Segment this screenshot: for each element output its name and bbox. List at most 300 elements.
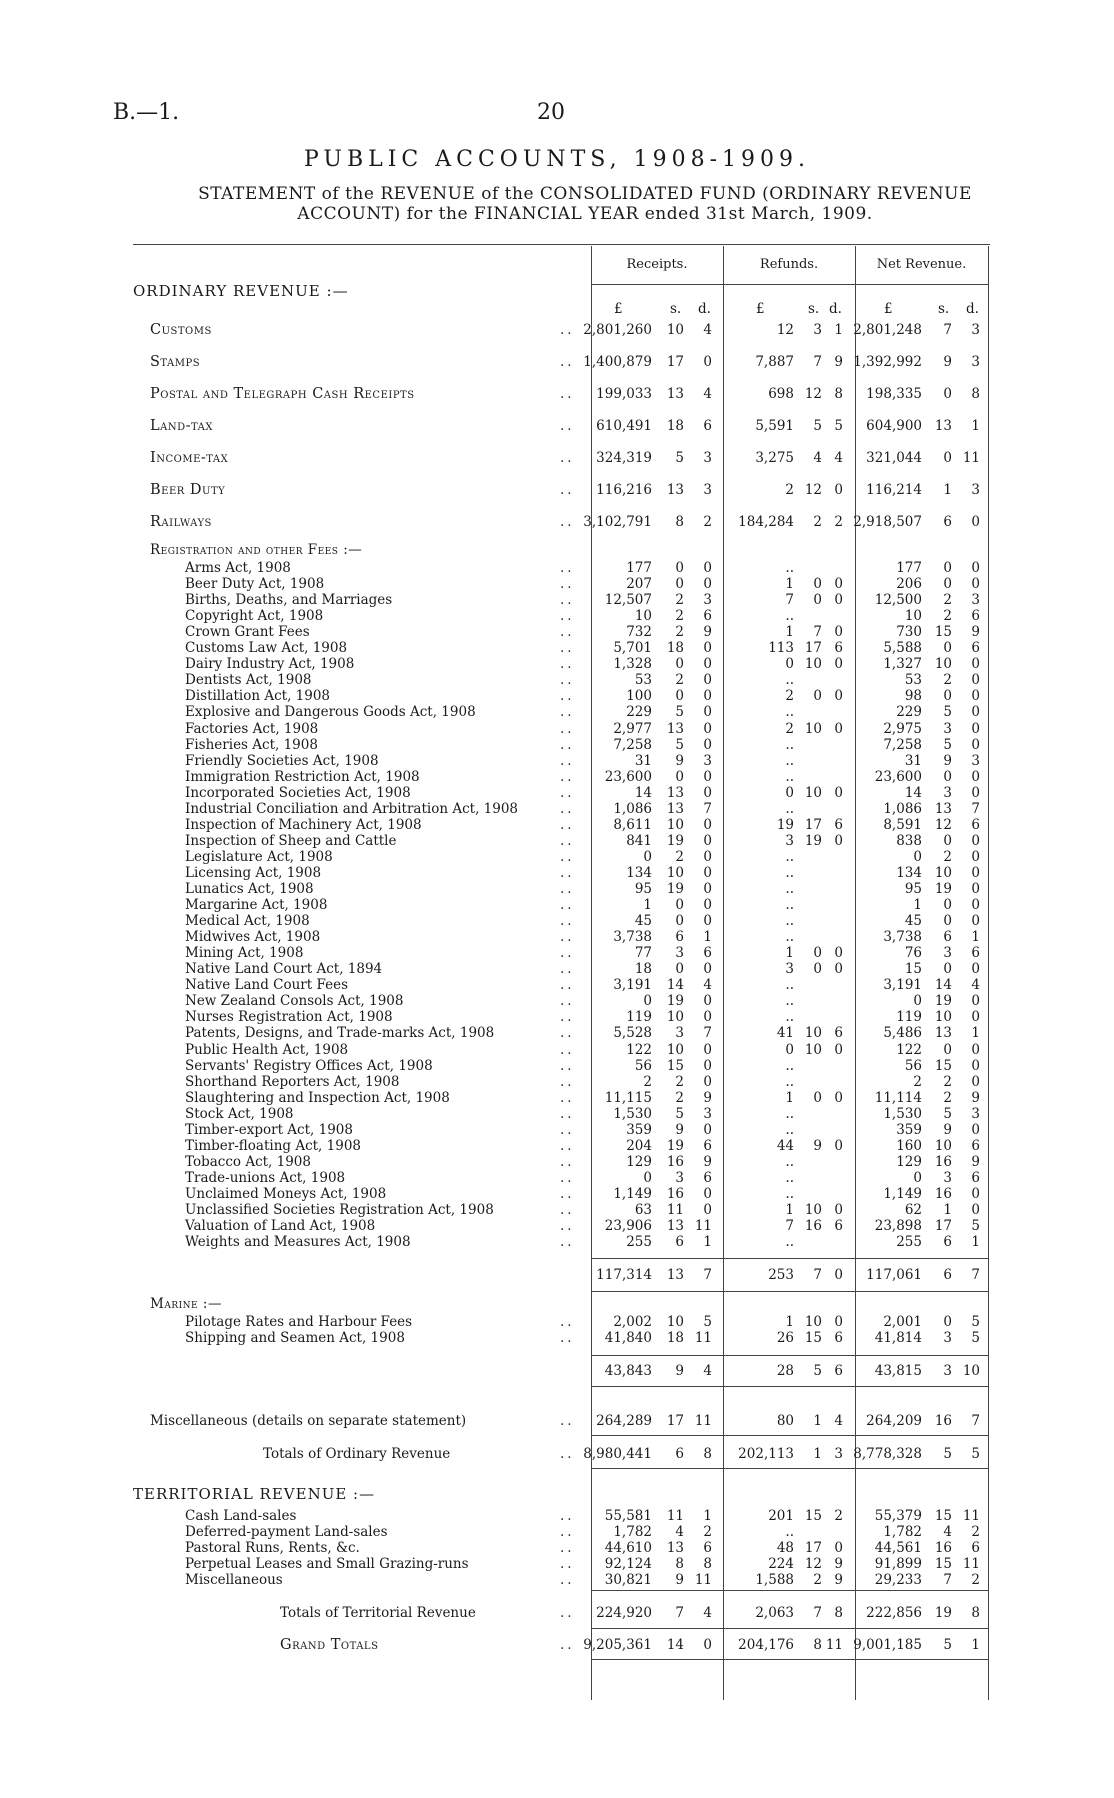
net-pounds: 160: [896, 1137, 922, 1154]
receipts-pounds: 18: [634, 961, 652, 978]
fee-row: [0, 801, 1114, 817]
refunds-shillings: 12: [804, 386, 822, 402]
fee-row: [0, 945, 1114, 961]
refunds-pence: 0: [834, 832, 843, 849]
fee-row: [0, 737, 1114, 753]
leader-dots: ..: [560, 1556, 575, 1572]
receipts-pence: 0: [703, 560, 712, 576]
net-shillings: 14: [934, 977, 952, 994]
row-label: Fisheries Act, 1908: [185, 736, 318, 753]
refunds-pence: 6: [834, 1025, 843, 1042]
refunds-shillings: 10: [804, 720, 822, 737]
net-pence: 9: [971, 624, 980, 641]
fee-row: [0, 785, 1114, 801]
fee-row: [0, 977, 1114, 993]
receipts-pounds: 732: [626, 624, 652, 641]
receipts-pence: 7: [703, 1267, 712, 1283]
net-pounds: 129: [896, 1153, 922, 1170]
refunds-pounds: 253: [768, 1267, 794, 1283]
refunds-shillings: 7: [813, 1605, 822, 1621]
fee-row: [0, 881, 1114, 897]
fee-row: [0, 1186, 1114, 1202]
net-pence: 0: [971, 1041, 980, 1058]
receipts-pence: 0: [703, 768, 712, 785]
receipts-pounds: 23,600: [604, 768, 652, 785]
net-pence: 0: [971, 736, 980, 753]
receipts-pounds: 324,319: [596, 450, 652, 466]
net-shillings: 9: [943, 752, 952, 769]
fees-heading: Registration and other Fees :—: [150, 542, 363, 558]
receipts-pounds: 7,258: [613, 736, 652, 753]
leader-dots: ..: [560, 624, 575, 641]
fee-row: [0, 1009, 1114, 1025]
main-revenue-row: [0, 354, 1114, 370]
row-label: Distillation Act, 1908: [185, 688, 331, 705]
net-pounds: 23,898: [874, 1218, 922, 1235]
fee-row: [0, 817, 1114, 833]
refunds-pence: 0: [834, 1267, 843, 1283]
row-label: Dentists Act, 1908: [185, 672, 312, 689]
receipts-pounds: 63: [634, 1202, 652, 1218]
refunds-pence: 0: [834, 688, 843, 705]
refunds-pounds: 202,113: [738, 1446, 794, 1462]
receipts-pounds: 2: [643, 1073, 652, 1090]
net-shillings: 0: [943, 832, 952, 849]
net-pounds: 116,214: [866, 482, 922, 498]
refunds-pounds: 44: [776, 1137, 794, 1154]
receipts-shillings: 5: [675, 1105, 684, 1122]
leader-dots: ..: [560, 450, 575, 466]
refunds-pounds: 2: [785, 720, 794, 737]
currency-pence-refunds: d.: [829, 301, 842, 317]
refunds-pence: 8: [834, 1605, 843, 1621]
net-pence: 11: [962, 1556, 980, 1572]
leader-dots: ..: [560, 913, 575, 930]
refunds-pence: 8: [834, 386, 843, 402]
receipts-pounds: 77: [634, 945, 652, 962]
main-revenue-row: [0, 418, 1114, 434]
receipts-pence: 1: [703, 1234, 712, 1251]
receipts-shillings: 14: [666, 977, 684, 994]
net-pounds: 91,899: [874, 1556, 922, 1572]
row-label: Lunatics Act, 1908: [185, 881, 314, 897]
receipts-pounds: 9,205,361: [583, 1637, 652, 1653]
receipts-shillings: 0: [675, 656, 684, 673]
receipts-shillings: 2: [675, 592, 684, 609]
refunds-pence: 0: [834, 1089, 843, 1106]
receipts-pence: 11: [694, 1218, 712, 1235]
net-shillings: 9: [943, 354, 952, 370]
receipts-shillings: 17: [666, 1413, 684, 1429]
refunds-pounds: 0: [785, 784, 794, 801]
net-pounds: 222,856: [866, 1605, 922, 1621]
net-pounds: 122: [896, 1041, 922, 1058]
receipts-shillings: 6: [675, 1446, 684, 1462]
net-pence: 0: [971, 656, 980, 673]
net-shillings: 1: [943, 482, 952, 498]
net-pounds: 8,778,328: [853, 1446, 922, 1462]
receipts-pence: 7: [703, 800, 712, 817]
receipts-pounds: 95: [634, 881, 652, 897]
receipts-shillings: 19: [666, 832, 684, 849]
net-pence: 5: [971, 1218, 980, 1235]
refunds-pounds: 698: [768, 386, 794, 402]
row-label: Income-tax: [150, 450, 229, 466]
territorial-row: [0, 1572, 1114, 1588]
row-label: Explosive and Dangerous Goods Act, 1908: [185, 704, 476, 721]
net-pounds: 0: [913, 993, 922, 1010]
marine-total-row: [0, 1363, 1114, 1379]
leader-dots: ..: [560, 977, 575, 994]
receipts-pence: 2: [703, 1524, 712, 1540]
row-label: Unclassified Societies Registration Act, 1908: [185, 1202, 494, 1218]
receipts-shillings: 9: [675, 1572, 684, 1588]
receipts-pounds: 0: [643, 993, 652, 1010]
net-pence: 7: [971, 800, 980, 817]
receipts-shillings: 7: [675, 1605, 684, 1621]
net-pence: 0: [971, 961, 980, 978]
net-pence: 6: [971, 816, 980, 833]
net-shillings: 1: [943, 1202, 952, 1218]
refunds-pounds: ..: [785, 913, 794, 930]
refunds-shillings: 10: [804, 1314, 822, 1330]
leader-dots: ..: [560, 386, 575, 402]
net-pounds: 98: [904, 688, 922, 705]
receipts-shillings: 13: [666, 784, 684, 801]
fee-row: [0, 672, 1114, 688]
fee-row: [0, 929, 1114, 945]
leader-dots: ..: [560, 1089, 575, 1106]
refunds-shillings: 17: [804, 640, 822, 657]
miscellaneous-row: [0, 1413, 1114, 1429]
leader-dots: ..: [560, 688, 575, 705]
net-shillings: 2: [943, 1073, 952, 1090]
leader-dots: ..: [560, 897, 575, 914]
net-pounds: 31: [904, 752, 922, 769]
row-label: Timber-floating Act, 1908: [185, 1137, 361, 1154]
net-pounds: 2,001: [883, 1314, 922, 1330]
row-label: Stamps: [150, 354, 201, 370]
net-shillings: 16: [934, 1413, 952, 1429]
net-pence: 1: [971, 418, 980, 434]
net-pence: 2: [971, 1524, 980, 1540]
net-pounds: 14: [904, 784, 922, 801]
refunds-pounds: ..: [785, 736, 794, 753]
receipts-shillings: 0: [675, 913, 684, 930]
fee-row: [0, 961, 1114, 977]
refunds-pence: 11: [825, 1637, 843, 1653]
receipts-shillings: 11: [666, 1202, 684, 1218]
receipts-shillings: 18: [666, 640, 684, 657]
fee-row: [0, 640, 1114, 656]
row-label: Servants' Registry Offices Act, 1908: [185, 1057, 433, 1074]
net-shillings: 19: [934, 881, 952, 897]
refunds-pence: 0: [834, 945, 843, 962]
receipts-shillings: 10: [666, 1314, 684, 1330]
net-shillings: 17: [934, 1218, 952, 1235]
refunds-pounds: 1: [785, 624, 794, 641]
row-label: Shorthand Reporters Act, 1908: [185, 1073, 400, 1090]
fee-row: [0, 753, 1114, 769]
refunds-pence: 6: [834, 1330, 843, 1346]
row-label: Friendly Societies Act, 1908: [185, 752, 379, 769]
net-pence: 5: [971, 1330, 980, 1346]
receipts-shillings: 6: [675, 1234, 684, 1251]
row-label: Valuation of Land Act, 1908: [185, 1218, 376, 1235]
refunds-pounds: 41: [776, 1025, 794, 1042]
net-pence: 6: [971, 1540, 980, 1556]
row-label: Railways: [150, 514, 212, 530]
leader-dots: ..: [560, 1073, 575, 1090]
leader-dots: ..: [560, 1413, 575, 1429]
leader-dots: ..: [560, 322, 575, 338]
refunds-pence: 0: [834, 1540, 843, 1556]
refunds-pence: 6: [834, 1218, 843, 1235]
net-shillings: 6: [943, 514, 952, 530]
receipts-shillings: 19: [666, 1137, 684, 1154]
net-shillings: 15: [934, 1556, 952, 1572]
receipts-shillings: 0: [675, 768, 684, 785]
receipts-pence: 0: [703, 848, 712, 865]
receipts-shillings: 13: [666, 386, 684, 402]
row-label: Native Land Court Act, 1894: [185, 961, 383, 978]
net-shillings: 15: [934, 1057, 952, 1074]
receipts-pence: 9: [703, 624, 712, 641]
receipts-pence: 0: [703, 961, 712, 978]
receipts-pence: 4: [703, 1605, 712, 1621]
refunds-pounds: ..: [785, 977, 794, 994]
receipts-pounds: 3,102,791: [583, 514, 652, 530]
leader-dots: ..: [560, 1137, 575, 1154]
net-pounds: 206: [896, 576, 922, 593]
refunds-pounds: ..: [785, 1524, 794, 1540]
refunds-shillings: 10: [804, 1041, 822, 1058]
net-pence: 0: [971, 576, 980, 593]
leader-dots: ..: [560, 1025, 575, 1042]
fee-row: [0, 833, 1114, 849]
main-revenue-row: [0, 322, 1114, 338]
refunds-shillings: 0: [813, 1089, 822, 1106]
net-pence: 0: [971, 1009, 980, 1026]
net-pence: 3: [971, 592, 980, 609]
receipts-pence: 1: [703, 929, 712, 946]
leader-dots: ..: [560, 929, 575, 946]
refunds-pounds: ..: [785, 1234, 794, 1251]
leader-dots: ..: [560, 1605, 575, 1621]
statement-title-line-2: ACCOUNT) for the FINANCIAL YEAR ended 31st March, 1909.: [297, 204, 873, 224]
receipts-pence: 0: [703, 1041, 712, 1058]
net-pounds: 838: [896, 832, 922, 849]
net-pence: 0: [971, 768, 980, 785]
receipts-pounds: 2,801,260: [583, 322, 652, 338]
net-pence: 10: [962, 1363, 980, 1379]
leader-dots: ..: [560, 945, 575, 962]
row-label: Midwives Act, 1908: [185, 929, 321, 946]
net-shillings: 0: [943, 768, 952, 785]
statement-title-line-1: STATEMENT of the REVENUE of the CONSOLIDATED FUND (ORDINARY REVENUE: [198, 184, 972, 204]
leader-dots: ..: [560, 881, 575, 897]
row-label: Patents, Designs, and Trade-marks Act, 1908: [185, 1025, 495, 1042]
net-shillings: 5: [943, 1446, 952, 1462]
row-label: Grand Totals: [280, 1637, 379, 1653]
receipts-pounds: 177: [626, 560, 652, 576]
refunds-shillings: 15: [804, 1508, 822, 1524]
marine-subtotal-rule: [591, 1355, 988, 1356]
net-shillings: 6: [943, 1267, 952, 1283]
column-header-refunds: Refunds.: [759, 257, 819, 272]
net-pounds: 1,530: [883, 1105, 922, 1122]
receipts-shillings: 18: [666, 1330, 684, 1346]
net-pence: 9: [971, 1089, 980, 1106]
receipts-shillings: 17: [666, 354, 684, 370]
refunds-pence: 9: [834, 354, 843, 370]
receipts-shillings: 13: [666, 1267, 684, 1283]
fee-row: [0, 624, 1114, 640]
receipts-pounds: 224,920: [596, 1605, 652, 1621]
refunds-pounds: 0: [785, 656, 794, 673]
receipts-pence: 6: [703, 1169, 712, 1186]
receipts-shillings: 18: [666, 418, 684, 434]
receipts-pounds: 134: [626, 864, 652, 881]
ordinary-totals-row: [0, 1446, 1114, 1462]
row-label: Postal and Telegraph Cash Receipts: [150, 386, 415, 402]
net-pounds: 359: [896, 1121, 922, 1138]
leader-dots: ..: [560, 768, 575, 785]
receipts-shillings: 10: [666, 322, 684, 338]
refunds-shillings: 1: [813, 1446, 822, 1462]
row-label: Inspection of Machinery Act, 1908: [185, 816, 422, 833]
net-shillings: 15: [934, 624, 952, 641]
net-pence: 7: [971, 1267, 980, 1283]
leader-dots: ..: [560, 1153, 575, 1170]
leader-dots: ..: [560, 961, 575, 978]
net-pounds: 1: [913, 897, 922, 914]
leader-dots: ..: [560, 1524, 575, 1540]
net-shillings: 10: [934, 656, 952, 673]
leader-dots: ..: [560, 1540, 575, 1556]
fee-row: [0, 592, 1114, 608]
net-pounds: 8,591: [883, 816, 922, 833]
leader-dots: ..: [560, 993, 575, 1010]
refunds-pence: 0: [834, 961, 843, 978]
receipts-pounds: 2,002: [613, 1314, 652, 1330]
net-shillings: 3: [943, 945, 952, 962]
receipts-shillings: 5: [675, 736, 684, 753]
receipts-pence: 3: [703, 482, 712, 498]
net-shillings: 16: [934, 1185, 952, 1202]
currency-pence-net: d.: [966, 301, 979, 317]
net-shillings: 13: [934, 418, 952, 434]
refunds-pounds: ..: [785, 768, 794, 785]
receipts-pence: 0: [703, 1057, 712, 1074]
receipts-pence: 4: [703, 977, 712, 994]
receipts-pence: 4: [703, 386, 712, 402]
net-pence: 4: [971, 977, 980, 994]
net-pence: 3: [971, 752, 980, 769]
receipts-pence: 11: [694, 1413, 712, 1429]
row-label: Beer Duty: [150, 482, 226, 498]
leader-dots: ..: [560, 1202, 575, 1218]
receipts-pence: 0: [703, 864, 712, 881]
refunds-pounds: ..: [785, 608, 794, 625]
refunds-pounds: 3: [785, 832, 794, 849]
receipts-pounds: 841: [626, 832, 652, 849]
receipts-shillings: 15: [666, 1057, 684, 1074]
refunds-shillings: 7: [813, 1267, 822, 1283]
territorial-totals-row: [0, 1605, 1114, 1621]
leader-dots: ..: [560, 736, 575, 753]
row-label: Beer Duty Act, 1908: [185, 576, 325, 593]
net-shillings: 2: [943, 592, 952, 609]
net-pounds: 2,975: [883, 720, 922, 737]
row-label: Weights and Measures Act, 1908: [185, 1234, 411, 1251]
refunds-pounds: 113: [768, 640, 794, 657]
refunds-shillings: 2: [813, 514, 822, 530]
leader-dots: ..: [560, 1234, 575, 1251]
receipts-pounds: 207: [626, 576, 652, 593]
refunds-shillings: 17: [804, 1540, 822, 1556]
refunds-shillings: 12: [804, 1556, 822, 1572]
net-shillings: 0: [943, 897, 952, 914]
net-pence: 5: [971, 1314, 980, 1330]
net-shillings: 3: [943, 1363, 952, 1379]
net-pence: 0: [971, 688, 980, 705]
net-pounds: 7,258: [883, 736, 922, 753]
net-pence: 0: [971, 720, 980, 737]
grand-totals-row: [0, 1637, 1114, 1653]
refunds-shillings: 5: [813, 1363, 822, 1379]
refunds-shillings: 2: [813, 1572, 822, 1588]
refunds-pence: 0: [834, 482, 843, 498]
net-pounds: 45: [904, 913, 922, 930]
refunds-shillings: 8: [813, 1637, 822, 1653]
refunds-pounds: 26: [776, 1330, 794, 1346]
refunds-pounds: ..: [785, 1105, 794, 1122]
receipts-pounds: 117,314: [596, 1267, 652, 1283]
receipts-shillings: 10: [666, 816, 684, 833]
receipts-pounds: 12,507: [604, 592, 652, 609]
net-pounds: 41,814: [874, 1330, 922, 1346]
net-pounds: 5,486: [883, 1025, 922, 1042]
main-revenue-row: [0, 386, 1114, 402]
territorial-row: [0, 1508, 1114, 1524]
refunds-pounds: ..: [785, 1185, 794, 1202]
leader-dots: ..: [560, 720, 575, 737]
net-pounds: 2: [913, 1073, 922, 1090]
row-label: Dairy Industry Act, 1908: [185, 656, 355, 673]
net-pence: 2: [971, 1572, 980, 1588]
receipts-pence: 8: [703, 1556, 712, 1572]
net-pence: 0: [971, 560, 980, 576]
receipts-pence: 6: [703, 1540, 712, 1556]
receipts-shillings: 3: [675, 1169, 684, 1186]
net-pence: 3: [971, 482, 980, 498]
receipts-pence: 6: [703, 608, 712, 625]
fee-row: [0, 1106, 1114, 1122]
marine-total-rule: [591, 1386, 988, 1387]
net-pence: 3: [971, 354, 980, 370]
ordinary-revenue-heading: ORDINARY REVENUE :—: [133, 282, 349, 300]
refunds-pounds: 19: [776, 816, 794, 833]
page-number: 20: [537, 100, 565, 125]
refunds-pence: 0: [834, 720, 843, 737]
refunds-pounds: 48: [776, 1540, 794, 1556]
row-label: Factories Act, 1908: [185, 720, 319, 737]
receipts-shillings: 16: [666, 1153, 684, 1170]
net-pence: 0: [971, 848, 980, 865]
leader-dots: ..: [560, 354, 575, 370]
table-top-rule: [133, 244, 990, 245]
